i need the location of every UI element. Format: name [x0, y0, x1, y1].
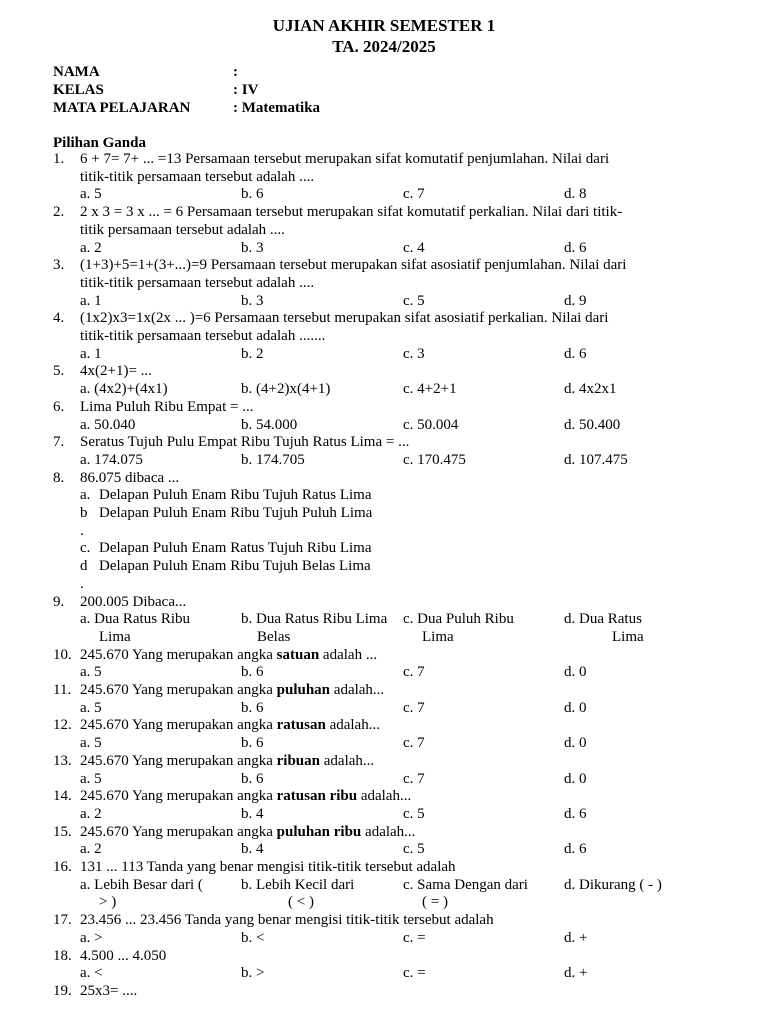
question-number: 2. [53, 204, 65, 221]
option-d: d. 0 [564, 699, 587, 716]
option-d: d. 6 [564, 345, 587, 362]
option-b-cont: Belas [257, 628, 291, 645]
option-text: Delapan Puluh Enam Ribu Tujuh Ratus Lima [99, 487, 372, 504]
field-value: : Matematika [233, 100, 321, 116]
option-dot: . [80, 575, 84, 592]
option-c: c. 7 [403, 186, 425, 203]
option-a: a. > [80, 929, 103, 946]
option-d: d. + [564, 929, 588, 946]
option-b: b. 6 [241, 735, 264, 752]
question-keyword: ratusan ribu [276, 788, 358, 805]
option-a-cont: Lima [99, 628, 131, 645]
option-c: c. 5 [403, 292, 425, 309]
option-d: d. 0 [564, 664, 587, 681]
option-a: a. 5 [80, 699, 102, 716]
question-keyword: puluhan [276, 682, 331, 698]
question-line: Lima Puluh Ribu Empat = ... [80, 398, 254, 415]
question-line: 2 x 3 = 3 x ... = 6 Persamaan tersebut merupakan sifat komutatif perkalian. Nilai dari titik- [80, 204, 623, 221]
option-a: a. 2 [80, 239, 102, 256]
school-year: TA. 2024/2025 [332, 37, 436, 56]
option-b: b. 54.000 [241, 416, 298, 433]
option-text: Delapan Puluh Enam Ribu Tujuh Belas Lima [99, 558, 371, 575]
question-line: 86.075 dibaca ... [80, 469, 180, 486]
option-b: b. Lebih Kecil dari [241, 876, 355, 893]
option-key: d [80, 558, 88, 575]
question-number: 1. [53, 151, 65, 167]
option-d: d. 8 [564, 186, 587, 203]
option-a: a. Dua Ratus Ribu [80, 611, 190, 628]
question-number: 11. [53, 682, 72, 698]
section-title: Pilihan Ganda [53, 135, 146, 151]
question-text [80, 204, 730, 239]
option-d: d. 0 [564, 735, 587, 752]
option-key: b [80, 505, 88, 521]
question-number: 6. [53, 398, 65, 415]
question-number: 19. [53, 982, 72, 999]
option-c: c. = [403, 965, 426, 982]
question-text: 245.670 Yang merupakan angka ratusan ribu adalah... [80, 788, 412, 805]
question-text: 245.670 Yang merupakan angka satuan adalah ... [80, 646, 378, 663]
question-line: 4x(2+1)= ... [80, 363, 152, 380]
option-d: d. 4x2x1 [564, 381, 617, 398]
option-a: a. 50.040 [80, 416, 136, 433]
option-d: d. 0 [564, 770, 587, 787]
option-b: b. (4+2)x(4+1) [241, 381, 331, 398]
option-c: c. 7 [403, 699, 425, 716]
field-value: : IV [233, 82, 259, 98]
question-line: titik persamaan tersebut adalah .... [80, 221, 285, 238]
option-b: b. 174.705 [241, 451, 305, 468]
option-d: d. 50.400 [564, 416, 621, 433]
option-b: b. 2 [241, 345, 264, 362]
option-b: b. 3 [241, 292, 264, 309]
option-a: a. 5 [80, 735, 102, 752]
option-b: b. < [241, 929, 265, 946]
option-key: c. [80, 540, 91, 557]
question-line: titik-titik persamaan tersebut adalah ....... [80, 328, 326, 344]
option-a: a. (4x2)+(4x1) [80, 381, 168, 398]
option-a: a. 5 [80, 664, 102, 681]
option-a-cont: > ) [99, 894, 117, 911]
question-line: 23.456 ... 23.456 Tanda yang benar mengisi titik-titik tersebut adalah [80, 912, 494, 929]
option-d-cont: Lima [612, 628, 644, 645]
option-b: b. 4 [241, 805, 264, 822]
question-line: 25x3= .... [80, 982, 138, 999]
option-d: d. 9 [564, 292, 587, 309]
question-text: 245.670 Yang merupakan angka ribuan adalah... [80, 752, 375, 769]
question-number: 15. [53, 823, 72, 840]
question-number: 12. [53, 717, 72, 734]
option-text: Delapan Puluh Enam Ribu Tujuh Puluh Lima [99, 505, 373, 521]
option-a: a. Lebih Besar dari ( [80, 876, 203, 893]
question-number: 9. [53, 593, 65, 610]
question-text [80, 363, 730, 381]
option-c: c. 5 [403, 841, 425, 858]
option-a: a. 174.075 [80, 451, 143, 468]
question-line: titik-titik persamaan tersebut adalah .... [80, 274, 315, 291]
option-key: a. [80, 487, 91, 504]
question-number: 5. [53, 363, 65, 380]
option-a: a. 2 [80, 805, 102, 822]
question-line: 200.005 Dibaca... [80, 593, 187, 610]
question-text [80, 859, 730, 877]
option-c: c. 4+2+1 [403, 381, 457, 398]
option-a: a. 1 [80, 292, 102, 309]
option-b-cont: ( < ) [288, 894, 314, 911]
question-text [80, 434, 730, 452]
question-number: 18. [53, 947, 72, 964]
question-line: 4.500 ... 4.050 [80, 947, 167, 964]
option-b: b. 6 [241, 699, 264, 716]
option-b: b. 6 [241, 770, 264, 787]
option-c-cont: ( = ) [422, 894, 448, 911]
option-b: b. 6 [241, 664, 264, 681]
option-c: c. = [403, 929, 426, 946]
option-c: c. 50.004 [403, 416, 459, 433]
question-number: 3. [53, 257, 65, 274]
question-line: Seratus Tujuh Pulu Empat Ribu Tujuh Ratus Lima = ... [80, 434, 410, 451]
question-keyword: ratusan [276, 717, 326, 734]
question-text [80, 470, 730, 488]
question-text [80, 948, 730, 966]
option-c-cont: Lima [422, 628, 454, 645]
option-a: a. 1 [80, 345, 102, 362]
question-keyword: ribuan [276, 752, 320, 769]
option-c: c. Dua Puluh Ribu [403, 611, 514, 628]
question-text [80, 310, 730, 345]
question-line: (1x2)x3=1x(2x ... )=6 Persamaan tersebut merupakan sifat asosiatif perkalian. Nilai dari [80, 310, 609, 327]
option-b: b. 6 [241, 186, 264, 203]
question-line: 6 + 7= 7+ ... =13 Persamaan tersebut merupakan sifat komutatif penjumlahan. Nilai dari [80, 151, 610, 167]
question-keyword: satuan [276, 646, 320, 663]
question-number: 13. [53, 752, 72, 769]
option-a: a. 5 [80, 770, 102, 787]
option-b: b. Dua Ratus Ribu Lima [241, 611, 388, 628]
question-number: 4. [53, 310, 65, 327]
option-dot: . [80, 522, 84, 539]
option-c: c. 7 [403, 664, 425, 681]
option-c: c. 5 [403, 805, 425, 822]
option-a: a. < [80, 965, 103, 982]
question-line: (1+3)+5=1+(3+...)=9 Persamaan tersebut merupakan sifat asosiatif penjumlahan. Nilai dari [80, 257, 627, 274]
option-c: c. 7 [403, 735, 425, 752]
question-text [80, 912, 730, 930]
option-c: c. 4 [403, 239, 425, 256]
question-text [80, 399, 730, 417]
question-text: 245.670 Yang merupakan angka puluhan adalah... [80, 682, 385, 698]
option-d: d. Dua Ratus [564, 611, 642, 628]
question-text [80, 151, 730, 186]
option-d: d. + [564, 965, 588, 982]
question-text [80, 594, 730, 612]
option-d: d. 6 [564, 841, 587, 858]
exam-title: UJIAN AKHIR SEMESTER 1 [272, 16, 496, 35]
question-text [80, 983, 730, 1001]
question-text: 245.670 Yang merupakan angka ratusan adalah... [80, 717, 380, 734]
option-b: b. 3 [241, 239, 264, 256]
field-label: NAMA [53, 64, 100, 80]
field-label: MATA PELAJARAN [53, 100, 191, 116]
question-number: 7. [53, 434, 65, 451]
option-c: c. 170.475 [403, 451, 466, 468]
question-text: 245.670 Yang merupakan angka puluhan ribu adalah... [80, 823, 416, 840]
option-a: a. 2 [80, 841, 102, 858]
field-label: KELAS [53, 82, 104, 98]
question-number: 17. [53, 912, 72, 929]
option-d: d. 107.475 [564, 451, 628, 468]
option-c: c. 3 [403, 345, 425, 362]
option-a: a. 5 [80, 186, 102, 203]
option-d: d. 6 [564, 805, 587, 822]
option-c: c. Sama Dengan dari [403, 876, 528, 893]
question-number: 10. [53, 646, 72, 663]
question-line: titik-titik persamaan tersebut adalah .... [80, 168, 315, 185]
option-text: Delapan Puluh Enam Ratus Tujuh Ribu Lima [99, 540, 372, 557]
field-value: : [233, 64, 238, 80]
question-line: 131 ... 113 Tanda yang benar mengisi titik-titik tersebut adalah [80, 859, 456, 875]
option-d: d. Dikurang ( - ) [564, 876, 662, 893]
option-b: b. > [241, 965, 265, 982]
question-keyword: puluhan ribu [276, 823, 362, 840]
option-d: d. 6 [564, 239, 587, 256]
question-number: 16. [53, 859, 72, 875]
question-number: 8. [53, 469, 65, 486]
question-number: 14. [53, 788, 72, 805]
option-c: c. 7 [403, 770, 425, 787]
option-b: b. 4 [241, 841, 264, 858]
question-text [80, 257, 730, 292]
